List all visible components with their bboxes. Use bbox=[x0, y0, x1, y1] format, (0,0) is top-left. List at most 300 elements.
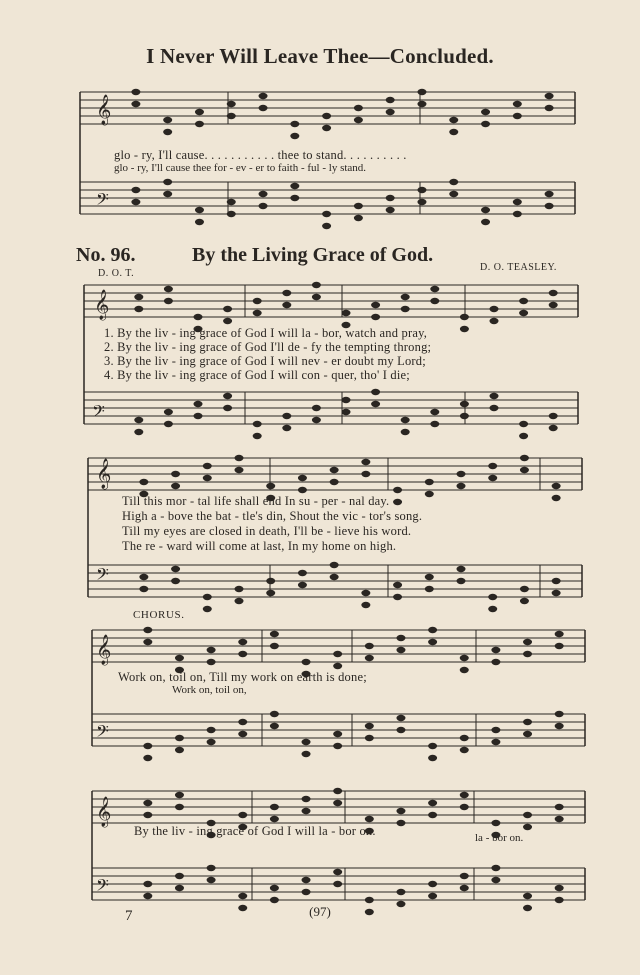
note-head bbox=[552, 495, 561, 501]
note-head bbox=[460, 326, 469, 332]
note-head bbox=[235, 455, 244, 461]
note-head bbox=[549, 425, 558, 431]
note-head bbox=[481, 219, 490, 225]
note-head bbox=[460, 747, 469, 753]
note-head bbox=[270, 711, 279, 717]
treble-clef-icon: 𝄞 bbox=[94, 290, 110, 320]
note-head bbox=[238, 719, 247, 725]
note-head bbox=[330, 574, 339, 580]
note-head bbox=[396, 820, 405, 826]
note-head bbox=[143, 881, 152, 887]
note-head bbox=[523, 893, 532, 899]
treble-clef-icon: 𝄞 bbox=[96, 797, 112, 827]
note-head bbox=[425, 479, 434, 485]
note-head bbox=[460, 401, 469, 407]
note-head bbox=[513, 101, 522, 107]
note-head bbox=[203, 594, 212, 600]
note-head bbox=[481, 121, 490, 127]
note-head bbox=[194, 401, 203, 407]
lyric-line: glo - ry, I'll cause. . . . . . . . . . . thee to stand. . . . . . . . . . bbox=[114, 148, 407, 162]
lyric-line: glo - ry, I'll cause thee for - ev - er to faith - ful - ly stand. bbox=[114, 162, 367, 174]
note-head bbox=[460, 885, 469, 891]
note-head bbox=[457, 566, 466, 572]
note-head bbox=[545, 93, 554, 99]
note-head bbox=[253, 421, 262, 427]
note-head bbox=[460, 873, 469, 879]
note-head bbox=[520, 467, 529, 473]
note-head bbox=[523, 639, 532, 645]
note-head bbox=[333, 869, 342, 875]
note-head bbox=[143, 812, 152, 818]
verse-line: 1. By the liv - ing grace of God I will la - bor, watch and pray, bbox=[104, 326, 428, 340]
note-head bbox=[207, 865, 216, 871]
note-head bbox=[523, 651, 532, 657]
note-head bbox=[555, 885, 564, 891]
note-head bbox=[302, 889, 311, 895]
note-head bbox=[523, 812, 532, 818]
note-head bbox=[207, 739, 216, 745]
page-title: I Never Will Leave Thee—Concluded. bbox=[146, 44, 494, 68]
note-head bbox=[195, 121, 204, 127]
note-head bbox=[143, 755, 152, 761]
bass-clef-icon: 𝄢 bbox=[96, 189, 109, 213]
bass-clef-icon: 𝄢 bbox=[96, 721, 109, 745]
note-head bbox=[430, 298, 439, 304]
note-head bbox=[491, 647, 500, 653]
note-head bbox=[330, 562, 339, 568]
note-head bbox=[386, 109, 395, 115]
note-head bbox=[396, 635, 405, 641]
note-head bbox=[555, 804, 564, 810]
note-head bbox=[549, 413, 558, 419]
note-head bbox=[513, 113, 522, 119]
note-head bbox=[227, 101, 236, 107]
note-head bbox=[365, 723, 374, 729]
note-head bbox=[270, 885, 279, 891]
note-head bbox=[449, 191, 458, 197]
note-head bbox=[333, 731, 342, 737]
treble-clef-icon: 𝄞 bbox=[96, 95, 112, 125]
note-head bbox=[143, 893, 152, 899]
note-head bbox=[449, 117, 458, 123]
note-head bbox=[333, 743, 342, 749]
note-head bbox=[490, 318, 499, 324]
note-head bbox=[290, 133, 299, 139]
note-head bbox=[545, 191, 554, 197]
note-head bbox=[143, 639, 152, 645]
note-head bbox=[333, 800, 342, 806]
bass-clef-icon: 𝄢 bbox=[96, 875, 109, 899]
chorus-line-lower: la - bor on. bbox=[475, 832, 524, 844]
note-head bbox=[545, 203, 554, 209]
note-head bbox=[302, 659, 311, 665]
note-head bbox=[491, 865, 500, 871]
note-head bbox=[164, 298, 173, 304]
note-head bbox=[270, 816, 279, 822]
note-head bbox=[282, 302, 291, 308]
note-head bbox=[131, 187, 140, 193]
note-head bbox=[342, 310, 351, 316]
note-head bbox=[282, 413, 291, 419]
note-head bbox=[371, 314, 380, 320]
bass-clef-icon: 𝄢 bbox=[96, 564, 109, 588]
note-head bbox=[361, 459, 370, 465]
note-head bbox=[175, 735, 184, 741]
note-head bbox=[270, 631, 279, 637]
note-head bbox=[302, 808, 311, 814]
verse-line: 4. By the liv - ing grace of God I will con - quer, tho' I die; bbox=[104, 368, 410, 382]
note-head bbox=[491, 659, 500, 665]
note-head bbox=[449, 179, 458, 185]
note-head bbox=[282, 425, 291, 431]
note-head bbox=[396, 647, 405, 653]
note-head bbox=[491, 820, 500, 826]
note-head bbox=[365, 655, 374, 661]
page-number: (97) bbox=[309, 904, 331, 919]
note-head bbox=[302, 751, 311, 757]
note-head bbox=[519, 433, 528, 439]
note-head bbox=[333, 651, 342, 657]
note-head bbox=[259, 191, 268, 197]
hymn-number: No. 96. bbox=[76, 244, 136, 266]
note-head bbox=[460, 667, 469, 673]
note-head bbox=[131, 199, 140, 205]
note-head bbox=[460, 413, 469, 419]
note-head bbox=[396, 715, 405, 721]
note-head bbox=[164, 409, 173, 415]
note-head bbox=[523, 731, 532, 737]
note-head bbox=[270, 723, 279, 729]
note-head bbox=[555, 723, 564, 729]
note-head bbox=[386, 195, 395, 201]
note-head bbox=[134, 294, 143, 300]
note-head bbox=[354, 117, 363, 123]
note-head bbox=[490, 306, 499, 312]
note-head bbox=[333, 881, 342, 887]
note-head bbox=[428, 627, 437, 633]
verse-line: 2. By the liv - ing grace of God I'll de - fy the tempting throng; bbox=[104, 340, 432, 354]
note-head bbox=[238, 639, 247, 645]
note-head bbox=[194, 314, 203, 320]
note-head bbox=[365, 897, 374, 903]
note-head bbox=[163, 129, 172, 135]
note-head bbox=[342, 409, 351, 415]
note-head bbox=[163, 179, 172, 185]
note-head bbox=[428, 881, 437, 887]
note-head bbox=[290, 121, 299, 127]
note-head bbox=[143, 743, 152, 749]
note-head bbox=[312, 417, 321, 423]
note-head bbox=[163, 117, 172, 123]
note-head bbox=[134, 306, 143, 312]
note-head bbox=[330, 479, 339, 485]
note-head bbox=[513, 199, 522, 205]
note-head bbox=[490, 405, 499, 411]
note-head bbox=[175, 873, 184, 879]
note-head bbox=[238, 893, 247, 899]
verse-line: Till this mor - tal life shall end In su - per - nal day. bbox=[122, 494, 390, 508]
note-head bbox=[270, 643, 279, 649]
note-head bbox=[207, 659, 216, 665]
note-head bbox=[491, 739, 500, 745]
note-head bbox=[322, 223, 331, 229]
note-head bbox=[139, 574, 148, 580]
note-head bbox=[195, 219, 204, 225]
note-head bbox=[417, 187, 426, 193]
verse-line: High a - bove the bat - tle's din, Shout the vic - tor's song. bbox=[122, 509, 423, 523]
note-head bbox=[457, 578, 466, 584]
chorus-line: By the liv - ing grace of God I will la - bor on. bbox=[134, 824, 376, 838]
note-head bbox=[235, 586, 244, 592]
note-head bbox=[401, 429, 410, 435]
chorus-line: Work on, toil on, Till my work on earth is done; bbox=[118, 670, 367, 684]
note-head bbox=[523, 824, 532, 830]
note-head bbox=[302, 739, 311, 745]
note-head bbox=[393, 594, 402, 600]
note-head bbox=[393, 487, 402, 493]
note-head bbox=[203, 463, 212, 469]
note-head bbox=[555, 897, 564, 903]
note-head bbox=[386, 207, 395, 213]
note-head bbox=[371, 389, 380, 395]
note-head bbox=[134, 429, 143, 435]
note-head bbox=[365, 816, 374, 822]
note-head bbox=[488, 475, 497, 481]
note-head bbox=[298, 582, 307, 588]
note-head bbox=[552, 578, 561, 584]
note-head bbox=[460, 314, 469, 320]
note-head bbox=[460, 792, 469, 798]
treble-clef-icon: 𝄞 bbox=[96, 635, 112, 665]
note-head bbox=[238, 731, 247, 737]
note-head bbox=[207, 647, 216, 653]
note-head bbox=[164, 286, 173, 292]
note-head bbox=[223, 405, 232, 411]
note-head bbox=[164, 421, 173, 427]
note-head bbox=[393, 582, 402, 588]
note-head bbox=[175, 885, 184, 891]
note-head bbox=[519, 421, 528, 427]
note-head bbox=[235, 598, 244, 604]
note-head bbox=[371, 302, 380, 308]
note-head bbox=[333, 663, 342, 669]
note-head bbox=[519, 298, 528, 304]
note-head bbox=[545, 105, 554, 111]
note-head bbox=[270, 804, 279, 810]
note-head bbox=[460, 735, 469, 741]
note-head bbox=[481, 109, 490, 115]
note-head bbox=[298, 570, 307, 576]
note-head bbox=[555, 816, 564, 822]
note-head bbox=[428, 812, 437, 818]
note-head bbox=[266, 483, 275, 489]
note-head bbox=[238, 812, 247, 818]
note-head bbox=[417, 199, 426, 205]
note-head bbox=[342, 397, 351, 403]
bass-clef-icon: 𝄢 bbox=[92, 401, 105, 425]
note-head bbox=[312, 294, 321, 300]
note-head bbox=[491, 727, 500, 733]
note-head bbox=[312, 282, 321, 288]
note-head bbox=[227, 113, 236, 119]
note-head bbox=[259, 203, 268, 209]
note-head bbox=[171, 483, 180, 489]
note-head bbox=[266, 590, 275, 596]
note-head bbox=[235, 467, 244, 473]
note-head bbox=[322, 211, 331, 217]
note-head bbox=[354, 105, 363, 111]
note-head bbox=[361, 590, 370, 596]
note-head bbox=[428, 743, 437, 749]
note-head bbox=[520, 455, 529, 461]
signature-mark: 7 bbox=[125, 908, 133, 924]
note-head bbox=[143, 627, 152, 633]
hymn-title: By the Living Grace of God. bbox=[192, 244, 434, 266]
note-head bbox=[354, 215, 363, 221]
note-head bbox=[175, 792, 184, 798]
note-head bbox=[131, 101, 140, 107]
note-head bbox=[139, 586, 148, 592]
note-head bbox=[520, 586, 529, 592]
note-head bbox=[203, 606, 212, 612]
note-head bbox=[425, 491, 434, 497]
note-head bbox=[488, 594, 497, 600]
note-head bbox=[354, 203, 363, 209]
note-head bbox=[365, 643, 374, 649]
note-head bbox=[549, 302, 558, 308]
note-head bbox=[203, 475, 212, 481]
note-head bbox=[552, 590, 561, 596]
note-head bbox=[195, 207, 204, 213]
note-head bbox=[430, 286, 439, 292]
note-head bbox=[163, 191, 172, 197]
note-head bbox=[401, 294, 410, 300]
note-head bbox=[555, 711, 564, 717]
note-head bbox=[361, 602, 370, 608]
note-head bbox=[253, 298, 262, 304]
verse-line: The re - ward will come at last, In my home on high. bbox=[122, 539, 397, 553]
chorus-label: CHORUS. bbox=[133, 609, 185, 621]
note-head bbox=[519, 310, 528, 316]
note-head bbox=[488, 463, 497, 469]
note-head bbox=[401, 417, 410, 423]
note-head bbox=[333, 788, 342, 794]
note-head bbox=[460, 804, 469, 810]
note-head bbox=[417, 101, 426, 107]
note-head bbox=[227, 199, 236, 205]
note-head bbox=[207, 877, 216, 883]
note-head bbox=[259, 105, 268, 111]
note-head bbox=[428, 893, 437, 899]
note-head bbox=[396, 808, 405, 814]
note-head bbox=[290, 195, 299, 201]
note-head bbox=[396, 889, 405, 895]
note-head bbox=[428, 755, 437, 761]
note-head bbox=[227, 211, 236, 217]
chorus-line-lower: Work on, toil on, bbox=[172, 684, 247, 696]
note-head bbox=[430, 421, 439, 427]
note-head bbox=[555, 643, 564, 649]
note-head bbox=[428, 639, 437, 645]
note-head bbox=[171, 578, 180, 584]
verse-line: 3. By the liv - ing grace of God I will nev - er doubt my Lord; bbox=[104, 354, 426, 368]
note-head bbox=[460, 655, 469, 661]
note-head bbox=[207, 727, 216, 733]
note-head bbox=[457, 483, 466, 489]
note-head bbox=[266, 578, 275, 584]
note-head bbox=[457, 471, 466, 477]
composer-credit: D. O. TEASLEY. bbox=[480, 262, 557, 273]
note-head bbox=[171, 471, 180, 477]
note-head bbox=[449, 129, 458, 135]
note-head bbox=[401, 306, 410, 312]
note-head bbox=[282, 290, 291, 296]
note-head bbox=[430, 409, 439, 415]
note-head bbox=[425, 586, 434, 592]
note-head bbox=[195, 109, 204, 115]
note-head bbox=[171, 566, 180, 572]
note-head bbox=[253, 433, 262, 439]
note-head bbox=[549, 290, 558, 296]
note-head bbox=[175, 804, 184, 810]
note-head bbox=[131, 89, 140, 95]
note-head bbox=[302, 877, 311, 883]
note-head bbox=[488, 606, 497, 612]
note-head bbox=[417, 89, 426, 95]
note-head bbox=[322, 113, 331, 119]
note-head bbox=[365, 735, 374, 741]
note-head bbox=[428, 800, 437, 806]
note-head bbox=[302, 796, 311, 802]
note-head bbox=[393, 499, 402, 505]
note-head bbox=[290, 183, 299, 189]
note-head bbox=[396, 727, 405, 733]
note-head bbox=[194, 413, 203, 419]
note-head bbox=[481, 207, 490, 213]
note-head bbox=[371, 401, 380, 407]
note-head bbox=[552, 483, 561, 489]
note-head bbox=[298, 475, 307, 481]
treble-clef-icon: 𝄞 bbox=[96, 459, 112, 489]
note-head bbox=[298, 487, 307, 493]
note-head bbox=[491, 877, 500, 883]
verse-line: Till my eyes are closed in death, I'll be - lieve his word. bbox=[122, 524, 412, 538]
note-head bbox=[175, 747, 184, 753]
note-head bbox=[143, 800, 152, 806]
note-head bbox=[223, 393, 232, 399]
note-head bbox=[523, 719, 532, 725]
note-head bbox=[253, 310, 262, 316]
note-head bbox=[490, 393, 499, 399]
note-head bbox=[259, 93, 268, 99]
author-credit: D. O. T. bbox=[98, 268, 135, 279]
note-head bbox=[134, 417, 143, 423]
note-head bbox=[386, 97, 395, 103]
note-head bbox=[520, 598, 529, 604]
note-head bbox=[270, 897, 279, 903]
note-head bbox=[555, 631, 564, 637]
note-head bbox=[425, 574, 434, 580]
note-head bbox=[175, 655, 184, 661]
note-head bbox=[513, 211, 522, 217]
note-head bbox=[312, 405, 321, 411]
note-head bbox=[330, 467, 339, 473]
note-head bbox=[322, 125, 331, 131]
note-head bbox=[223, 318, 232, 324]
note-head bbox=[361, 471, 370, 477]
note-head bbox=[238, 651, 247, 657]
note-head bbox=[223, 306, 232, 312]
